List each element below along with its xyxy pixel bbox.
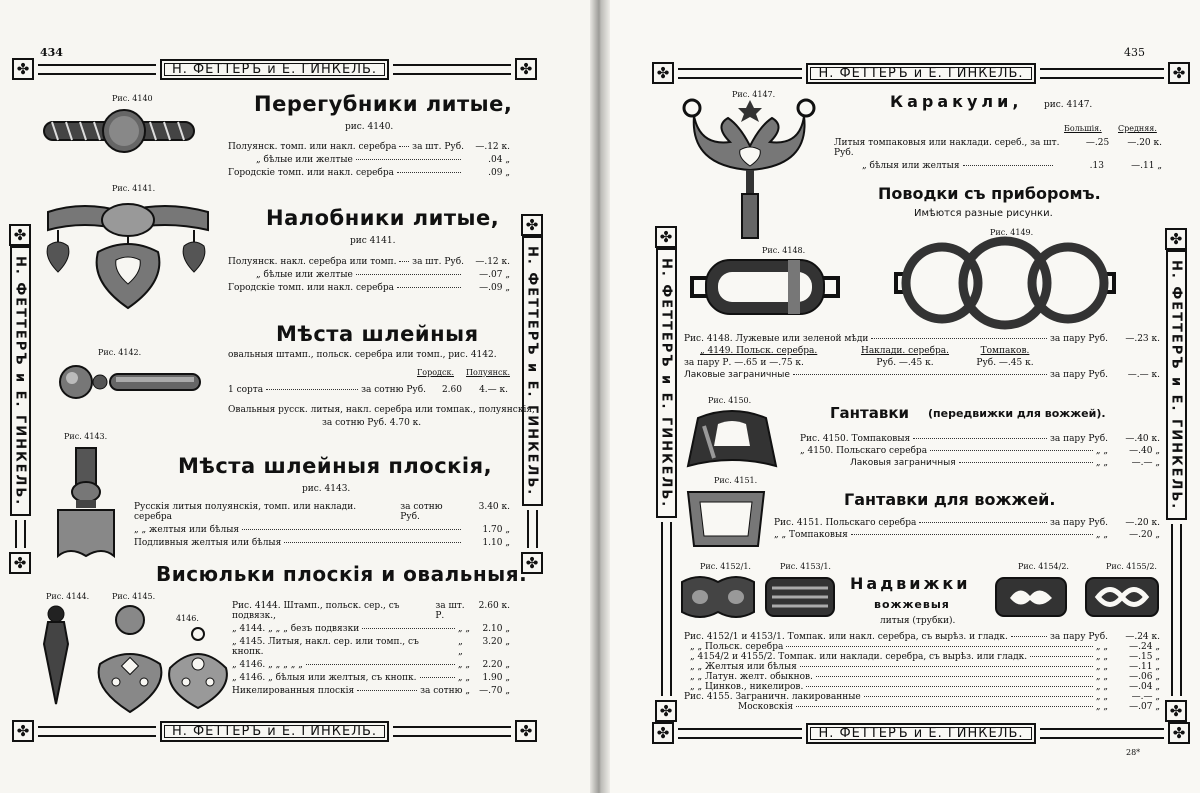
clover-ornament-icon: ✤ bbox=[12, 58, 34, 80]
figure-caption: Рис. 4148. bbox=[762, 246, 806, 255]
price-row: Полуянск. томп. или накл. серебра за шт. Руб. —.12 к. bbox=[228, 142, 510, 152]
section-subtitle: овальныя штамп., польск. серебра или томп., рис. 4142. bbox=[228, 350, 497, 360]
clover-ornament-icon: ✤ bbox=[1165, 228, 1187, 250]
price-row: за пару Р. —.65 и —.75 к. Руб. —.45 к. Руб. —.45 к. bbox=[684, 358, 1034, 368]
header-banner bbox=[12, 56, 537, 82]
price-list bbox=[228, 385, 508, 395]
clover-ornament-icon: ✤ bbox=[652, 722, 674, 744]
section-subtitle: (передвижки для вожжей). bbox=[928, 407, 1106, 420]
column-header: Средняя. bbox=[1118, 124, 1157, 133]
brand-name-vertical: Н. ФЕТТЕРЪ и Е. ГИНКЕЛЬ. bbox=[1166, 250, 1187, 520]
clover-ornament-icon: ✤ bbox=[515, 58, 537, 80]
footer-banner bbox=[12, 718, 537, 744]
side-banner-right bbox=[520, 214, 544, 574]
price-row: „ „ Цинков., никелиров. „ „ —.04 „ bbox=[690, 682, 1160, 692]
price-list bbox=[774, 518, 1160, 540]
price-row: Русскія литыя полуянскія, томп. или наклади. серебра за сотню Руб. 3.40 к. bbox=[134, 502, 510, 522]
column-header: Большія. bbox=[1064, 124, 1102, 133]
book-gutter bbox=[590, 0, 610, 793]
left-page bbox=[0, 0, 596, 793]
figure-caption: Рис. 4153/1. bbox=[780, 562, 831, 571]
price-row: Городскiе томп. или накл. серебра —.09 „ bbox=[228, 283, 510, 293]
price-row: Полуянск. накл. серебра или томп. за шт. Руб. —.12 к. bbox=[228, 257, 510, 267]
brand-name-vertical: Н. ФЕТТЕРЪ и Е. ГИНКЕЛЬ. bbox=[522, 236, 543, 506]
header-banner bbox=[652, 60, 1190, 86]
section-ref: рис. 4147. bbox=[1044, 100, 1093, 110]
figure-caption: Рис. 4145. bbox=[112, 592, 156, 601]
price-list bbox=[800, 434, 1160, 468]
brand-name-vertical: Н. ФЕТТЕРЪ и Е. ГИНКЕЛЬ. bbox=[10, 246, 31, 516]
price-row: Рис. 4152/1 и 4153/1. Томпак. или накл. серебра, съ вырѣз. и гладк. за пару Руб. —.24 к. bbox=[684, 632, 1160, 642]
price-row: Московскія „ „ —.07 „ bbox=[738, 702, 1160, 712]
price-list bbox=[228, 257, 510, 293]
clover-ornament-icon: ✤ bbox=[521, 552, 543, 574]
rein-guide-illustration bbox=[690, 254, 840, 320]
price-list bbox=[684, 334, 1160, 380]
figure-caption: Рис. 4151. bbox=[714, 476, 758, 485]
side-banner-left bbox=[8, 224, 32, 574]
figure-caption: Рис. 4144. bbox=[46, 592, 90, 601]
section-note: за сотню Руб. 4.70 к. bbox=[322, 418, 422, 428]
brand-name-vertical: Н. ФЕТТЕРЪ и Е. ГИНКЕЛЬ. bbox=[656, 248, 677, 518]
price-row: Рис. 4148. Лужевые или зеленой мѣди за пару Руб. —.23 к. bbox=[684, 334, 1160, 344]
price-row: „ бѣлыя или желтыя .13 —.11 „ bbox=[862, 161, 1162, 171]
price-list bbox=[834, 138, 1162, 171]
signature-mark: 28* bbox=[1126, 748, 1141, 757]
mouthpiece-illustration bbox=[42, 108, 202, 156]
clover-ornament-icon: ✤ bbox=[521, 214, 543, 236]
price-list bbox=[134, 502, 510, 548]
clover-ornament-icon: ✤ bbox=[515, 720, 537, 742]
brand-name: Н. ФЕТТЕРЪ и Е. ГИНКЕЛЬ. bbox=[806, 723, 1035, 744]
figure-caption: Рис. 4141. bbox=[112, 184, 156, 193]
rein-slide-illustration bbox=[684, 406, 780, 472]
rein-tubes-illustration bbox=[680, 572, 836, 622]
price-row: „ „ Желтыя или бѣлыя „ „ —.11 „ bbox=[690, 662, 1160, 672]
clover-ornament-icon: ✤ bbox=[9, 224, 31, 246]
section-title: Гантавки bbox=[830, 404, 910, 422]
price-row: Подливныя желтыя или бѣлыя 1.10 „ bbox=[134, 538, 510, 548]
footer-banner bbox=[652, 720, 1190, 746]
section-title: Надвижки bbox=[850, 574, 971, 593]
price-list bbox=[232, 601, 510, 696]
rein-rings-illustration bbox=[894, 238, 1116, 328]
section-subtitle: Имѣются разные рисунки. bbox=[914, 208, 1053, 219]
brand-name: Н. ФЕТТЕРЪ и Е. ГИНКЕЛЬ. bbox=[806, 63, 1035, 84]
clover-ornament-icon: ✤ bbox=[655, 226, 677, 248]
figure-caption: Рис. 4142. bbox=[98, 348, 142, 357]
section-title: Поводки съ приборомъ. bbox=[878, 184, 1101, 203]
page-number: 434 bbox=[40, 46, 63, 59]
price-row: „ 4144. „ „ „ безъ подвязки „ „ 2.10 „ bbox=[232, 624, 510, 634]
price-row: Рис. 4144. Штамп., польск. сер., съ подвязк., за шт. Р. 2.60 к. bbox=[232, 601, 511, 621]
section-title: Мѣста шлейныя bbox=[276, 322, 479, 346]
figure-caption: Рис. 4154/2. bbox=[1018, 562, 1069, 571]
price-row: „ 4154/2 и 4155/2. Томпак. или наклади. серебра, съ вырѣз. или гладк. „ „ —.15 „ bbox=[690, 652, 1160, 662]
section-title: Налобники литые, bbox=[266, 206, 500, 230]
section-title: Перегубники литые, bbox=[254, 92, 513, 116]
figure-caption: Рис. 4149. bbox=[990, 228, 1034, 237]
price-row: „ 4149. Польск. серебра. Наклади. серебра. Томпаков. bbox=[700, 346, 1030, 356]
section-title: Висюльки плоскія и овальныя. bbox=[156, 562, 528, 586]
price-row: 1 сорта за сотню Руб. 2.60 4.— к. bbox=[228, 385, 508, 395]
column-header: Городск. bbox=[417, 368, 454, 377]
saddle-plate-illustration bbox=[56, 362, 206, 402]
clover-ornament-icon: ✤ bbox=[12, 720, 34, 742]
price-row: „ 4146. „ бѣлыя или желтыя, съ кнопк. „ „ 1.90 „ bbox=[232, 673, 510, 683]
price-row: „ 4150. Польскаго серебра „ „ —.40 „ bbox=[800, 446, 1160, 456]
clover-ornament-icon: ✤ bbox=[1168, 722, 1190, 744]
price-row: „ бѣлые или желтые —.07 „ bbox=[256, 270, 510, 280]
ornament-illustration bbox=[680, 96, 820, 242]
figure-caption: Рис. 4143. bbox=[64, 432, 108, 441]
price-list bbox=[228, 142, 510, 178]
price-row: „ „ Польск. серебра „ „ —.24 „ bbox=[690, 642, 1160, 652]
flat-saddle-plate-illustration bbox=[54, 446, 120, 560]
price-row: „ „ Томпаковыя „ „ —.20 „ bbox=[774, 530, 1160, 540]
price-row: „ 4146. „ „ „ „ „ „ „ 2.20 „ bbox=[232, 660, 510, 670]
price-list bbox=[684, 632, 1160, 712]
section-title: Мѣста шлейныя плоскія, bbox=[178, 454, 493, 478]
page-number: 435 bbox=[1124, 46, 1145, 59]
price-row: Лаковые заграничные за пару Руб. —.— к. bbox=[684, 370, 1160, 380]
price-row: Рис. 4150. Томпаковыя за пару Руб. —.40 к. bbox=[800, 434, 1160, 444]
column-header: Полуянск. bbox=[466, 368, 510, 377]
right-page bbox=[604, 0, 1200, 793]
price-row: Рис. 4155. Заграничн. лакированные „ „ —.— „ bbox=[684, 692, 1160, 702]
section-title: вожжевыя bbox=[874, 598, 950, 611]
pendants-illustration bbox=[40, 604, 230, 712]
price-row: Никелированныя плоскія за сотню „ —.70 „ bbox=[232, 686, 510, 696]
rein-tubes-cutout-illustration bbox=[994, 574, 1160, 620]
figure-caption: Рис. 4152/1. bbox=[700, 562, 751, 571]
section-title: Каракули, bbox=[890, 92, 1023, 111]
price-row: „ „ Латун. желт. обыкнов. „ „ —.06 „ bbox=[690, 672, 1160, 682]
price-row: Рис. 4151. Польскаго серебра за пару Руб. —.20 к. bbox=[774, 518, 1160, 528]
price-row: Городскiе томп. или накл. серебра .09 „ bbox=[228, 168, 510, 178]
figure-caption: Рис. 4140 bbox=[112, 94, 153, 103]
price-row: Литыя томпаковыя или наклади. сереб., за шт. Руб. —.25 —.20 к. bbox=[834, 138, 1163, 158]
section-subtitle: литыя (трубки). bbox=[880, 616, 956, 626]
side-banner-right bbox=[1164, 228, 1188, 722]
rein-buckle-illustration bbox=[684, 488, 768, 550]
brand-name: Н. ФЕТТЕРЪ и Е. ГИНКЕЛЬ. bbox=[160, 59, 389, 80]
figure-caption: 4146. bbox=[176, 614, 199, 623]
clover-ornament-icon: ✤ bbox=[652, 62, 674, 84]
clover-ornament-icon: ✤ bbox=[655, 700, 677, 722]
clover-ornament-icon: ✤ bbox=[1165, 700, 1187, 722]
section-ref: рис. 4140. bbox=[345, 122, 394, 132]
figure-caption: Рис. 4155/2. bbox=[1106, 562, 1157, 571]
clover-ornament-icon: ✤ bbox=[1168, 62, 1190, 84]
section-note: Овальныя русск. литыя, накл. серебра или томпак., полуянскія, bbox=[228, 405, 535, 415]
section-title: Гантавки для вожжей. bbox=[844, 490, 1056, 509]
clover-ornament-icon: ✤ bbox=[9, 552, 31, 574]
section-ref: рис 4141. bbox=[350, 236, 396, 246]
browband-illustration bbox=[44, 196, 214, 314]
figure-caption: Рис. 4147. bbox=[732, 90, 776, 99]
price-row: Лаковыя заграничныя „ „ —.— „ bbox=[850, 458, 1160, 468]
brand-name: Н. ФЕТТЕРЪ и Е. ГИНКЕЛЬ. bbox=[160, 721, 389, 742]
section-ref: рис. 4143. bbox=[302, 484, 351, 494]
price-row: „ „ желтыя или бѣлыя 1.70 „ bbox=[134, 525, 510, 535]
price-row: „ 4145. Литыя, накл. сер. или томп., съ кнопк. „ „ 3.20 „ bbox=[232, 637, 510, 657]
side-banner-left bbox=[654, 226, 678, 722]
figure-caption: Рис. 4150. bbox=[708, 396, 752, 405]
price-row: „ бѣлые или желтые .04 „ bbox=[256, 155, 510, 165]
